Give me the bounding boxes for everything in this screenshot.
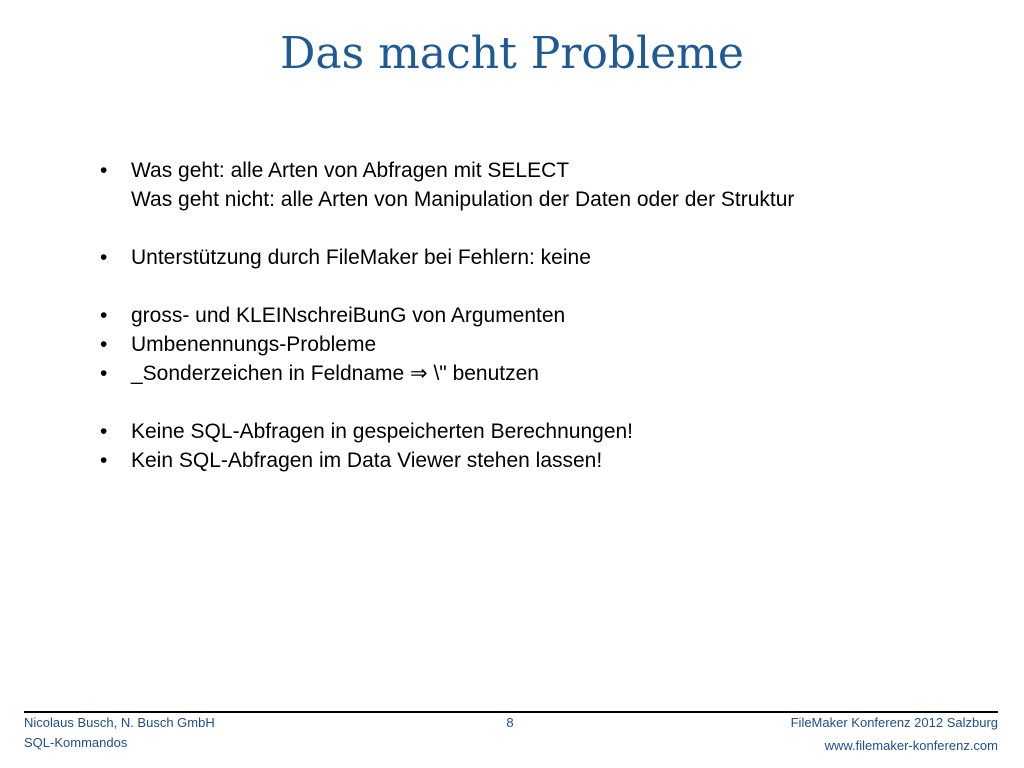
bullet-icon: • (100, 449, 108, 472)
bullet-icon: • (100, 362, 108, 385)
footer-left (24, 713, 215, 753)
list-item (100, 156, 960, 214)
list-item (100, 359, 960, 388)
bullet-text-continuation: Was geht nicht: alle Arten von Manipulation der Daten oder der Struktur (131, 188, 795, 211)
bullet-icon: • (100, 420, 108, 443)
footer-topic: SQL-Kommandos (24, 735, 128, 750)
footer-author: Nicolaus Busch, N. Busch GmbH (24, 715, 215, 730)
bullet-icon: • (100, 159, 108, 182)
bullet-icon: • (100, 246, 108, 269)
footer-conference: FileMaker Konferenz 2012 Salzburg (790, 715, 998, 730)
footer-page-number: 8 (506, 715, 514, 730)
bullet-text: gross- und KLEINschreiBunG von Argumenten (131, 304, 566, 327)
bullet-icon: • (100, 333, 108, 356)
bullet-icon: • (100, 304, 108, 327)
list-item (100, 243, 960, 272)
list-item (100, 417, 960, 446)
slide-title: Das macht Probleme (280, 28, 744, 79)
list-item (100, 301, 960, 330)
bullet-text: Unterstützung durch FileMaker bei Fehlern: keine (131, 246, 591, 269)
footer-right (791, 713, 998, 756)
list-item (100, 446, 960, 475)
bullet-text: _Sonderzeichen in Feldname ⇒ \" benutzen (131, 362, 539, 385)
bullet-text: Umbenennungs-Probleme (131, 333, 377, 356)
footer-website: www.filemaker-konferenz.com (824, 738, 998, 753)
bullet-text: Kein SQL-Abfragen im Data Viewer stehen lassen! (131, 449, 603, 472)
bullet-list (100, 156, 960, 475)
bullet-text: Was geht: alle Arten von Abfragen mit SELECT (131, 159, 570, 182)
bullet-text: Keine SQL-Abfragen in gespeicherten Berechnungen! (131, 420, 634, 443)
list-item (100, 330, 960, 359)
